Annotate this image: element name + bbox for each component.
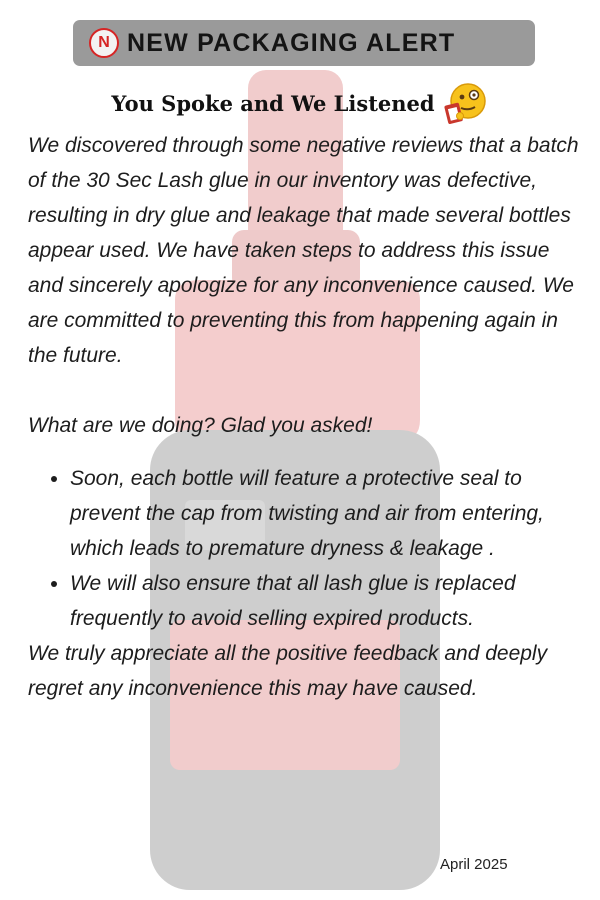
action-list (28, 461, 588, 636)
intro-paragraph: We discovered through some negative reviews that a batch of the 30 Sec Lash glue in our inventory was defective, resulting in dry glue and leakage that made several bottles appear used. We have taken steps to address this issue and sincerely apologize for any inconvenience caused. We are committed to preventing this from happening again in the future. (28, 134, 579, 367)
list-item: • We will also ensure that all lash glue is replaced frequently to avoid selling expired products. (70, 566, 588, 636)
paragraph-spacer (28, 373, 588, 408)
packaging-alert-banner (73, 20, 535, 66)
date-label: April 2025 (440, 856, 508, 873)
question-line: What are we doing? Glad you asked! (28, 414, 373, 437)
n-hexagon-logo-icon: N (89, 28, 119, 58)
announcement-body (28, 128, 588, 706)
banner-title: NEW PACKAGING ALERT (127, 28, 456, 57)
subtitle: You Spoke and We Listened (111, 90, 435, 116)
closing-paragraph: We truly appreciate all the positive feedback and deeply regret any inconvenience this may have caused. (28, 642, 548, 700)
list-item: • Soon, each bottle will feature a protective seal to prevent the cap from twisting and air from entering, which leads to premature dryness & leakage . (70, 461, 588, 566)
thinking-clipboard-emoji-icon (443, 80, 489, 126)
subtitle-row (0, 80, 600, 126)
